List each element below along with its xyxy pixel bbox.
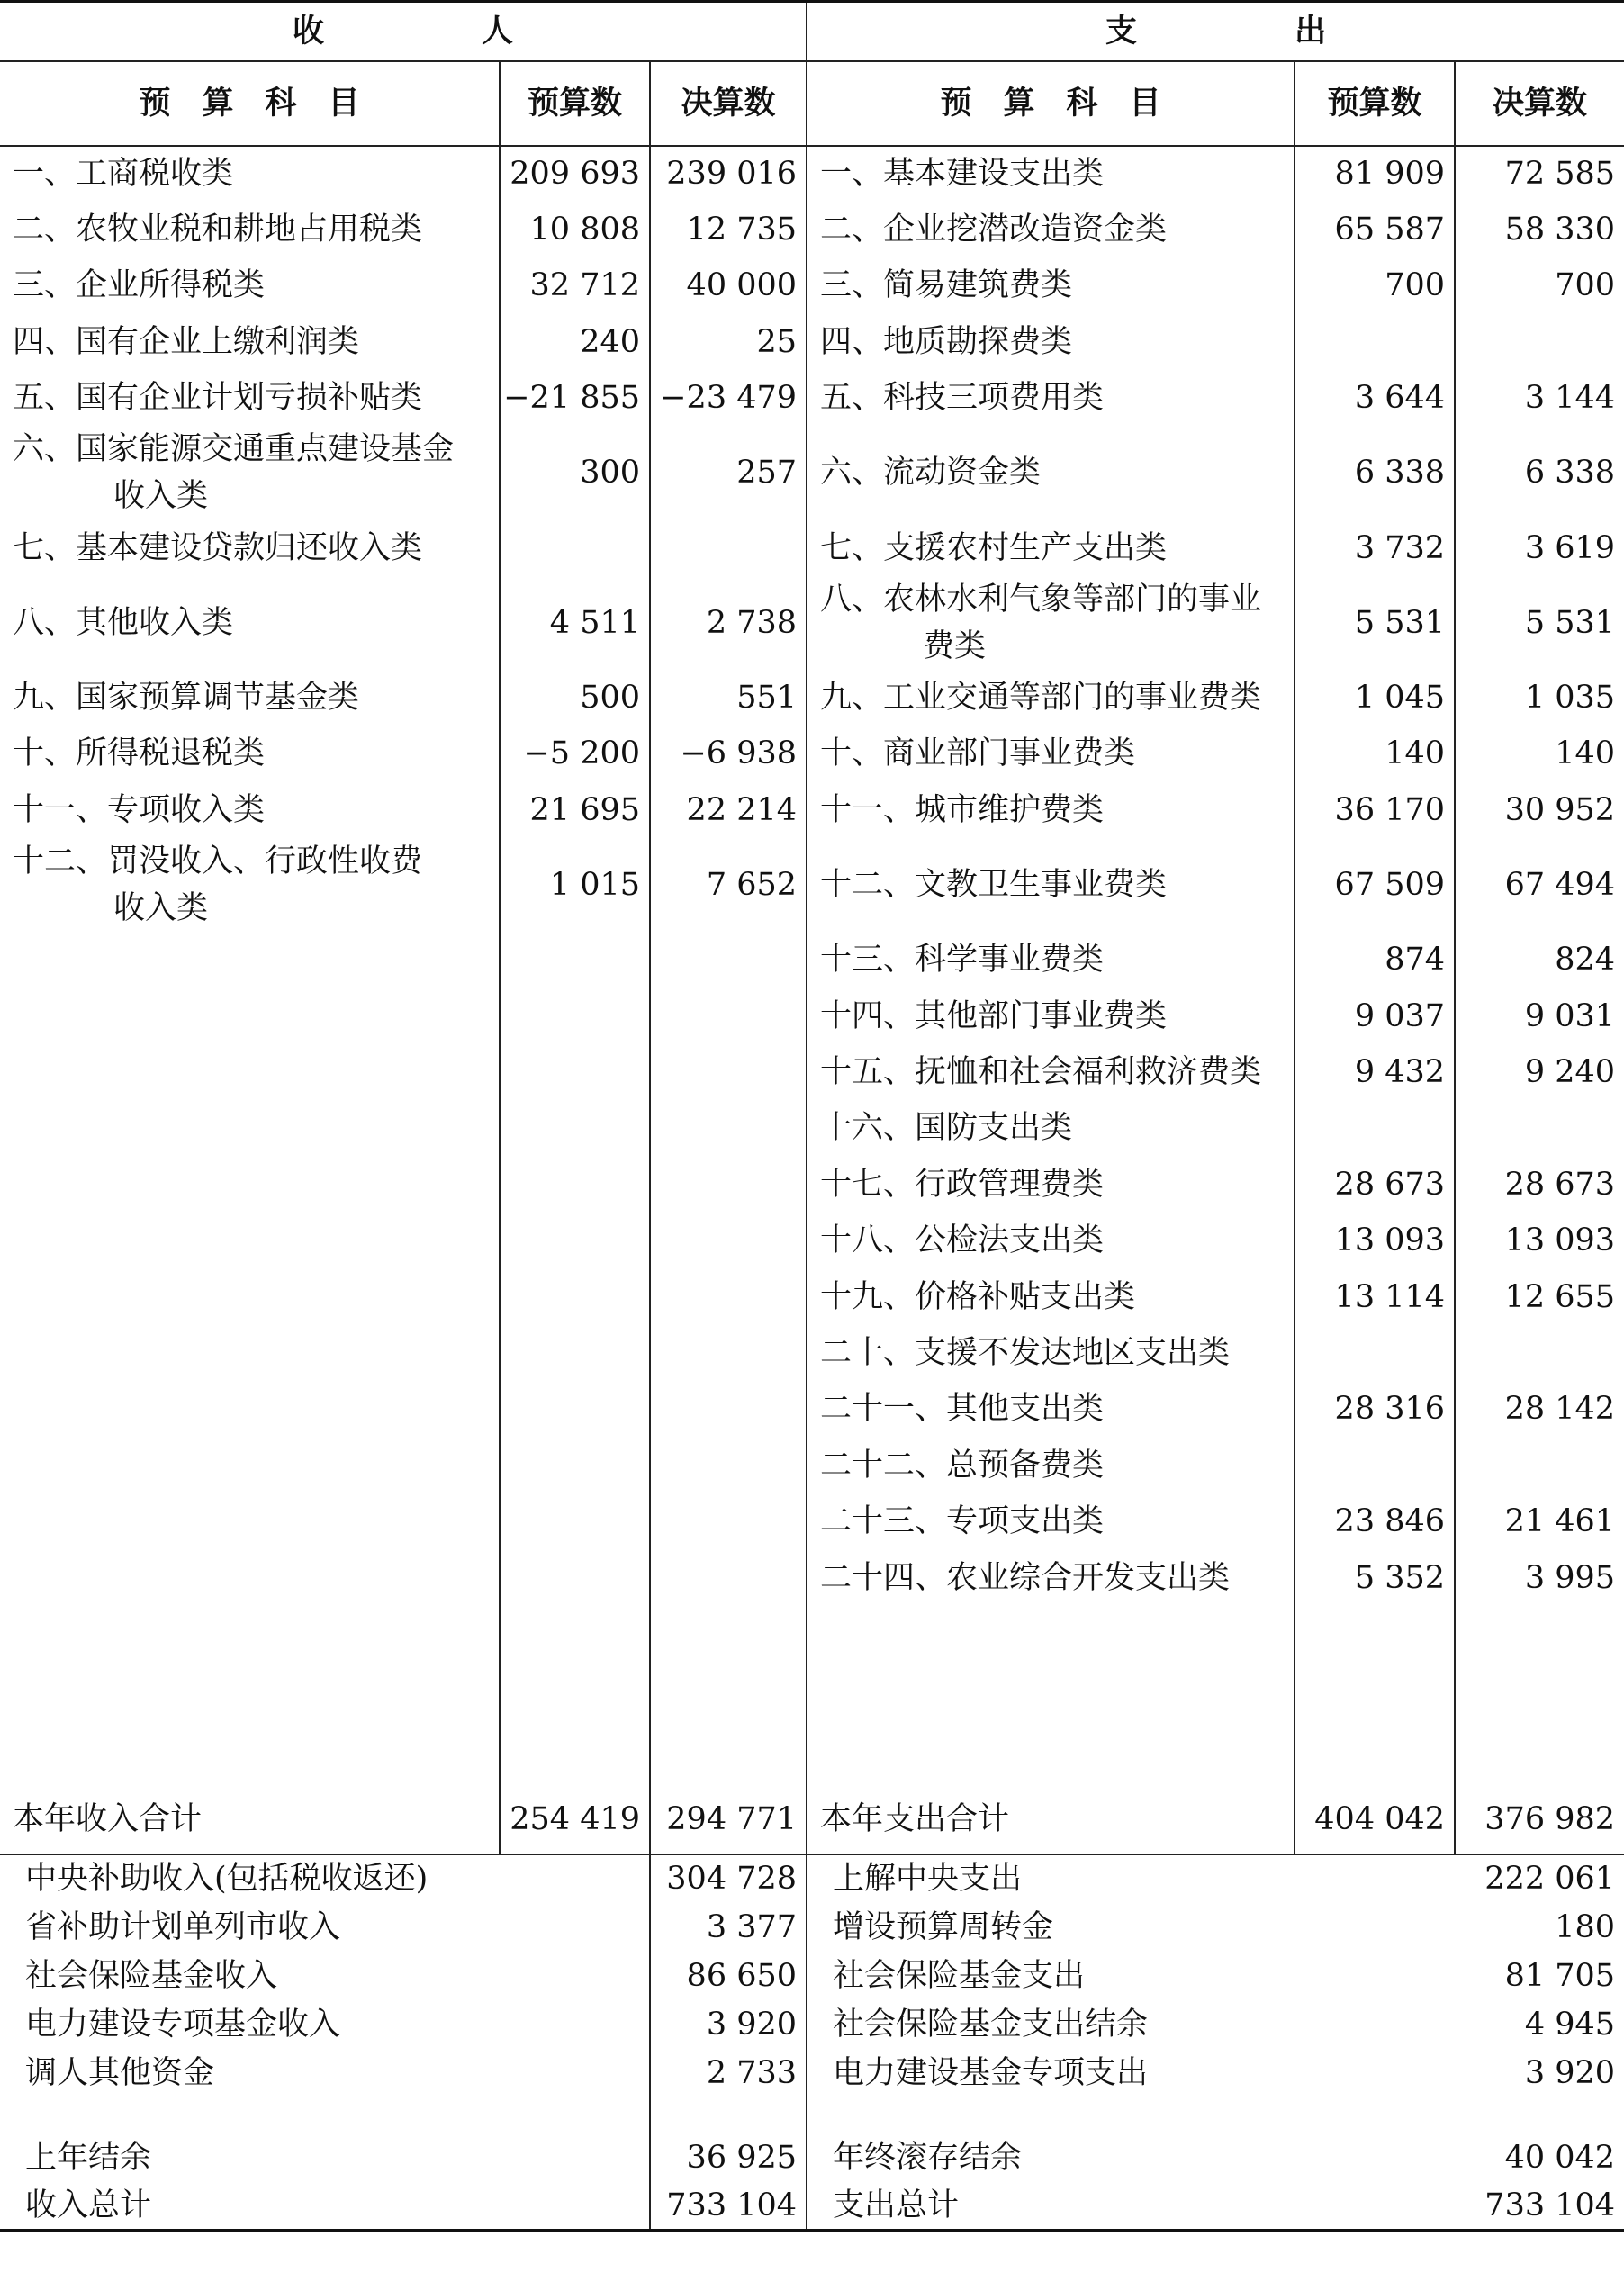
expense-item-label-text: 六、流动资金类 [820,455,1042,492]
income-summary-value: 2 733 [650,2049,807,2097]
expense-total-label: 本年支出合计 [807,1786,1295,1854]
expense-final-value: 140 [1455,726,1624,781]
expense-item-label [807,146,1295,202]
expense-final-value: 28 673 [1455,1157,1624,1213]
expense-budget-value: 9 037 [1295,988,1455,1043]
income-item-label [0,370,500,426]
expense-item-label-text: 十七、行政管理费类 [820,1166,1105,1203]
income-item-label [0,988,500,1043]
table-row [0,988,1624,1043]
income-item-label [0,782,500,838]
income-summary-value: 3 377 [650,1903,807,1952]
income-summary-label: 电力建设专项基金收入 [25,2006,341,2043]
expense-summary-value: 81 705 [1504,1957,1616,1994]
expense-budget-value: 23 846 [1295,1493,1455,1549]
blank-cell [1455,1606,1624,1786]
expense-item-header: 预 算 科 目 [807,61,1295,146]
expense-budget-value: 65 587 [1295,202,1455,257]
expense-item-label-text: 十一、城市维护费类 [820,791,1105,828]
expense-item-label [807,257,1295,313]
expense-budget-value [1295,1325,1455,1381]
expense-item-label [807,426,1295,519]
expense-item-label-text: 二十二、总预备费类 [820,1447,1105,1484]
expense-final-value [1455,1325,1624,1381]
expense-budget-value [1295,314,1455,370]
expense-total-budget: 404 042 [1295,1786,1455,1854]
expense-item-label-text: 二十、支援不发达地区支出类 [820,1334,1231,1371]
income-item-label [0,314,500,370]
expense-summary-value: 222 061 [1455,1854,1624,1903]
income-budget-value: −5 200 [500,726,650,781]
income-summary-value: 733 104 [650,2182,807,2231]
expense-item-label [807,1438,1295,1493]
table-row [0,576,1624,670]
income-final-value [650,1549,807,1605]
income-summary-label: 中央补助收入(包括税收返还) [0,1854,650,1903]
income-item-label [0,576,500,670]
expense-budget-value: 36 170 [1295,782,1455,838]
income-budget-value: 10 808 [500,202,650,257]
income-item-label-text: 五、国有企业计划亏损补贴类 [13,380,423,417]
carryover-row [0,2133,1624,2182]
expense-item-label [807,1157,1295,1213]
expense-summary-value: 40 042 [1504,2139,1616,2176]
expense-item-label-text: 十九、价格补贴支出类 [820,1278,1136,1315]
income-section-header: 收 人 [0,2,807,61]
income-final-value [650,988,807,1043]
expense-summary-label: 支出总计 [807,2182,1455,2231]
expense-item-label-text: 七、支援农村生产支出类 [820,529,1168,566]
income-budget-value [500,1157,650,1213]
income-item-label [0,426,500,519]
expense-item-label-text: 一、基本建设支出类 [820,156,1105,193]
income-final-value: 239 016 [650,146,807,202]
income-budget-value: 209 693 [500,146,650,202]
expense-final-header: 决算数 [1455,61,1624,146]
expense-item-label [807,314,1295,370]
expense-budget-value: 1 045 [1295,670,1455,726]
expense-item-label-text: 十八、公检法支出类 [820,1222,1105,1259]
expense-total-final: 376 982 [1455,1786,1624,1854]
income-item-label-text: 四、国有企业上缴利润类 [13,323,360,360]
table-row [0,1157,1624,1213]
expense-item-label [807,1213,1295,1268]
expense-item-label-text: 五、科技三项费用类 [820,380,1105,417]
income-item-label [0,1381,500,1437]
income-final-value [650,1044,807,1100]
blank-cell [1455,2097,1624,2133]
income-item-label-text-cont: 收入类 [113,478,209,515]
income-final-value [650,1381,807,1437]
income-final-value [650,1325,807,1381]
blank-cell [0,1606,500,1786]
expense-final-value: 9 031 [1455,988,1624,1043]
income-final-value: 7 652 [650,838,807,932]
expense-item-label [807,576,1295,670]
income-budget-value [500,1268,650,1324]
income-budget-value: 240 [500,314,650,370]
table-row [0,1044,1624,1100]
expense-summary-label: 增设预算周转金 [807,1903,1455,1952]
income-budget-value [500,1213,650,1268]
income-item-label [0,932,500,988]
income-final-value: −6 938 [650,726,807,781]
expense-final-value: 12 655 [1455,1268,1624,1324]
income-item-label-text: 七、基本建设贷款归还收入类 [13,529,423,566]
income-summary-value: 304 728 [650,1854,807,1903]
income-summary-label: 上年结余 [25,2139,152,2176]
expense-item-label [807,670,1295,726]
income-final-value: −23 479 [650,370,807,426]
income-budget-value: 300 [500,426,650,519]
income-final-value [650,1268,807,1324]
expense-item-label-text: 二十三、专项支出类 [820,1503,1105,1540]
income-final-value [650,932,807,988]
income-budget-value [500,1549,650,1605]
expense-budget-header: 预算数 [1295,61,1455,146]
income-item-label [0,1100,500,1156]
income-item-label [0,202,500,257]
income-budget-value [500,1100,650,1156]
income-item-label-text: 十、所得税退税类 [13,735,266,772]
table-row [0,202,1624,257]
table-row [0,670,1624,726]
expense-final-value: 6 338 [1455,426,1624,519]
table-row [0,726,1624,781]
expense-summary-value: 3 920 [1524,2054,1616,2091]
income-final-value: 257 [650,426,807,519]
table-row [0,838,1624,932]
expense-budget-value: 13 114 [1295,1268,1455,1324]
income-item-label-text: 十二、罚没收入、行政性收费 [13,843,423,880]
income-item-header: 预 算 科 目 [0,61,500,146]
expense-budget-value [1295,1438,1455,1493]
income-item-label [0,1493,500,1549]
expense-final-value: 5 531 [1455,576,1624,670]
expense-summary-value: 4 945 [1524,2006,1616,2043]
expense-final-value: 58 330 [1455,202,1624,257]
expense-item-label [807,202,1295,257]
expense-item-label-text: 十二、文教卫生事业费类 [820,867,1168,904]
table-row [0,146,1624,202]
expense-final-value: 28 142 [1455,1381,1624,1437]
expense-final-value: 21 461 [1455,1493,1624,1549]
expense-budget-value: 700 [1295,257,1455,313]
income-item-label [0,1325,500,1381]
income-budget-value [500,988,650,1043]
income-summary-label: 社会保险基金收入 [25,1957,278,1994]
expense-item-label-text: 二十四、农业综合开发支出类 [820,1559,1231,1596]
expense-item-label-text: 三、简易建筑费类 [820,267,1073,304]
income-item-label-text: 九、国家预算调节基金类 [13,680,360,717]
income-item-label-text: 六、国家能源交通重点建设基金 [13,431,455,468]
income-item-label [0,257,500,313]
expense-summary-label: 社会保险基金支出 [807,1952,1455,2000]
expense-item-label-text: 十三、科学事业费类 [820,942,1105,979]
expense-summary-label: 年终滚存结余 [807,2133,1455,2182]
income-item-label-text: 八、其他收入类 [13,604,234,641]
expense-budget-value: 3 644 [1295,370,1455,426]
income-final-value [650,1157,807,1213]
expense-final-value: 700 [1455,257,1624,313]
section-header-row [0,2,1624,61]
table-row [0,1381,1624,1437]
income-budget-value [500,1438,650,1493]
expense-budget-value: 9 432 [1295,1044,1455,1100]
table-row [0,1493,1624,1549]
income-item-label [0,146,500,202]
expense-item-label [807,838,1295,932]
income-budget-value: 21 695 [500,782,650,838]
table-row [0,314,1624,370]
expense-summary-value: 180 [1555,1908,1616,1945]
income-final-value: 12 735 [650,202,807,257]
summary-row [0,1854,1624,1903]
income-final-value: 40 000 [650,257,807,313]
income-item-label-text: 十一、专项收入类 [13,791,266,828]
expense-budget-value: 81 909 [1295,146,1455,202]
blank-cell [0,2097,650,2133]
income-summary-value: 36 925 [650,2133,807,2182]
expense-final-value: 67 494 [1455,838,1624,932]
income-final-value [650,1100,807,1156]
expense-item-label-text-cont: 费类 [923,627,987,664]
expense-item-label [807,1100,1295,1156]
income-budget-value: 32 712 [500,257,650,313]
expense-item-label [807,370,1295,426]
income-item-label [0,670,500,726]
blank-cell [500,1606,650,1786]
expense-final-value: 3 144 [1455,370,1624,426]
income-final-value: 2 738 [650,576,807,670]
expense-item-label-text: 十六、国防支出类 [820,1110,1073,1147]
table-row [0,932,1624,988]
income-total-budget: 254 419 [500,1786,650,1854]
summary-row [0,2049,1624,2097]
table-row [0,1549,1624,1605]
expense-item-label [807,1381,1295,1437]
income-final-value [650,1213,807,1268]
income-item-label [0,1213,500,1268]
expense-item-label-text: 十、商业部门事业费类 [820,735,1136,772]
expense-item-label-text: 二、企业挖潜改造资金类 [820,212,1168,248]
annual-total-row [0,1786,1624,1854]
income-final-value: 551 [650,670,807,726]
expense-final-value [1455,1100,1624,1156]
income-budget-value: 500 [500,670,650,726]
income-total-final: 294 771 [650,1786,807,1854]
income-budget-value [500,1493,650,1549]
income-final-header: 决算数 [650,61,807,146]
expense-budget-value: 67 509 [1295,838,1455,932]
table-row [0,782,1624,838]
expense-item-label [807,1268,1295,1324]
expense-item-label-text: 十四、其他部门事业费类 [820,997,1168,1034]
expense-budget-value: 28 316 [1295,1381,1455,1437]
expense-final-value: 1 035 [1455,670,1624,726]
column-header-row [0,61,1624,146]
expense-item-label-text: 四、地质勘探费类 [820,323,1073,360]
income-final-value: 22 214 [650,782,807,838]
blank-spacer-row [0,2097,1624,2133]
income-budget-value [500,1044,650,1100]
income-summary-label: 省补助计划单列市收入 [25,1908,341,1945]
income-budget-value [500,1325,650,1381]
blank-cell [1295,1606,1455,1786]
expense-budget-value: 6 338 [1295,426,1455,519]
income-budget-value: 4 511 [500,576,650,670]
expense-item-label [807,1549,1295,1605]
blank-cell [650,1606,807,1786]
summary-row [0,1903,1624,1952]
expense-section-header: 支 出 [807,2,1624,61]
table-row [0,1268,1624,1324]
expense-budget-value: 3 732 [1295,519,1455,575]
grand-total-row [0,2182,1624,2231]
expense-item-label-text: 二十一、其他支出类 [820,1391,1105,1428]
income-final-value [650,1493,807,1549]
income-item-label [0,1438,500,1493]
blank-cell [807,2097,1455,2133]
expense-final-value: 3 619 [1455,519,1624,575]
income-final-value [650,1438,807,1493]
table-row [0,1438,1624,1493]
blank-cell [650,2097,807,2133]
expense-summary-label: 电力建设基金专项支出 [807,2049,1455,2097]
income-item-label [0,519,500,575]
expense-item-label [807,932,1295,988]
blank-cell [807,1606,1295,1786]
expense-item-label [807,988,1295,1043]
expense-item-label [807,1493,1295,1549]
expense-budget-value: 140 [1295,726,1455,781]
income-budget-header: 预算数 [500,61,650,146]
blank-spacer-row [0,1606,1624,1786]
income-summary-value: 3 920 [650,2000,807,2049]
expense-item-label-text: 十五、抚恤和社会福利救济费类 [820,1053,1262,1090]
income-final-value [650,519,807,575]
income-budget-value: −21 855 [500,370,650,426]
expense-summary-label: 社会保险基金支出结余 [807,2000,1455,2049]
table-row [0,519,1624,575]
expense-final-value: 72 585 [1455,146,1624,202]
income-item-label [0,1549,500,1605]
expense-item-label-text: 九、工业交通等部门的事业费类 [820,680,1262,717]
income-summary-value: 86 650 [650,1952,807,2000]
income-budget-value [500,932,650,988]
expense-final-value: 3 995 [1455,1549,1624,1605]
income-item-label [0,1044,500,1100]
income-item-label [0,1157,500,1213]
income-item-label [0,838,500,932]
expense-final-value: 9 240 [1455,1044,1624,1100]
income-budget-value [500,519,650,575]
income-summary-label: 收入总计 [0,2182,650,2231]
table-row [0,1100,1624,1156]
expense-final-value: 13 093 [1455,1213,1624,1268]
expense-budget-value: 5 352 [1295,1549,1455,1605]
expense-budget-value: 5 531 [1295,576,1455,670]
expense-item-label [807,519,1295,575]
expense-item-label-text: 八、农林水利气象等部门的事业 [820,581,1262,618]
summary-row [0,1952,1624,2000]
income-total-label: 本年收入合计 [0,1786,500,1854]
expense-item-label [807,726,1295,781]
expense-budget-value: 13 093 [1295,1213,1455,1268]
expense-budget-value [1295,1100,1455,1156]
expense-final-value [1455,1438,1624,1493]
income-item-label-text: 一、工商税收类 [13,156,234,193]
expense-final-value: 30 952 [1455,782,1624,838]
income-item-label [0,1268,500,1324]
expense-item-label [807,782,1295,838]
expense-summary-value: 733 104 [1455,2182,1624,2231]
income-item-label-text: 三、企业所得税类 [13,267,266,304]
income-item-label-text: 二、农牧业税和耕地占用税类 [13,212,423,248]
expense-item-label [807,1044,1295,1100]
table-row [0,426,1624,519]
summary-row [0,2000,1624,2049]
table-row [0,1325,1624,1381]
income-budget-value: 1 015 [500,838,650,932]
expense-budget-value: 874 [1295,932,1455,988]
income-final-value: 25 [650,314,807,370]
expense-final-value [1455,314,1624,370]
expense-final-value: 824 [1455,932,1624,988]
expense-budget-value: 28 673 [1295,1157,1455,1213]
income-budget-value [500,1381,650,1437]
expense-item-label [807,1325,1295,1381]
table-row [0,370,1624,426]
table-row [0,1213,1624,1268]
table-row [0,257,1624,313]
income-item-label [0,726,500,781]
income-summary-label: 调人其他资金 [25,2054,215,2091]
income-item-label-text-cont: 收入类 [113,890,209,927]
expense-summary-label: 上解中央支出 [807,1854,1455,1903]
